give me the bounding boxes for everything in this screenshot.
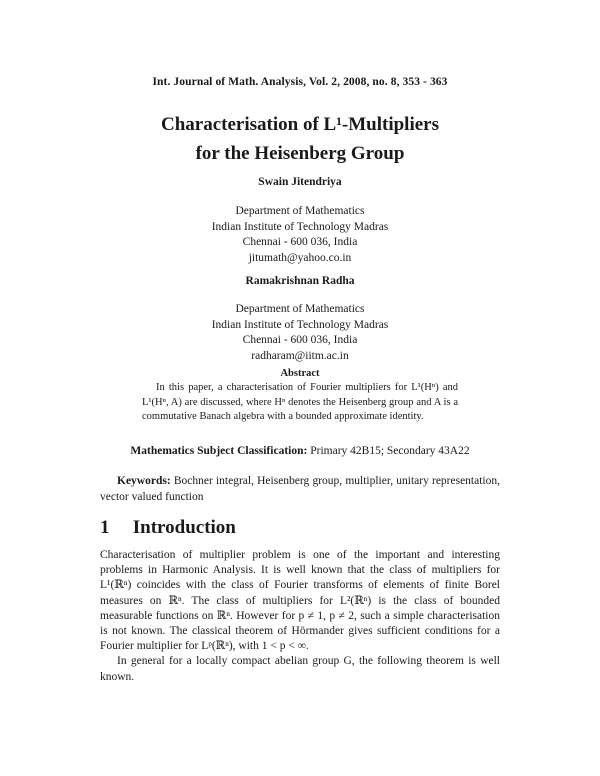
author-1-affiliation bbox=[0, 204, 600, 266]
author-2-city: Chennai - 600 036, India bbox=[242, 334, 358, 346]
section-title: Introduction bbox=[132, 517, 236, 538]
body-paragraph-2: In general for a locally compact abelian group G, the following theorem is well known. bbox=[100, 655, 500, 683]
author-name-2: Ramakrishnan Radha bbox=[245, 275, 355, 287]
author-2-department: Department of Mathematics bbox=[235, 303, 365, 315]
keywords-value: Bochner integral, Heisenberg group, multiplier, unitary representation, vector valued function bbox=[100, 475, 500, 503]
paper-title-line-2: for the Heisenberg Group bbox=[195, 143, 405, 164]
author-1-email: jitumath@yahoo.co.in bbox=[248, 251, 352, 264]
author-1-city: Chennai - 600 036, India bbox=[242, 236, 358, 248]
abstract-paragraph: In this paper, a characterisation of Fourier multipliers for L¹(Hⁿ) and L¹(Hⁿ, A) are discussed, where Hⁿ denotes the Heisenberg group and A is a commutative Banach algebra with a bounded approximate identity. bbox=[142, 382, 458, 422]
section-number: 1 bbox=[100, 517, 110, 538]
author-name-1: Swain Jitendriya bbox=[258, 176, 342, 188]
body-paragraph-1: Characterisation of multiplier problem is one of the important and interesting problems in Harmonic Analysis. It is well known that the class of multipliers for L¹(ℝⁿ) coincides with the class of Fourier transforms of elements of finite Borel measures on ℝⁿ. The class of multipliers for L²(ℝⁿ) is the class of bounded measurable functions on ℝⁿ. However for p ≠ 1, p ≠ 2, such a simple characterisation is not known. The classical theorem of Hörmander gives sufficient conditions for a Fourier multiplier for Lᵖ(ℝⁿ), with 1 < p < ∞. bbox=[100, 549, 500, 653]
abstract-text bbox=[142, 381, 458, 425]
paper-title-line-1: Characterisation of L¹-Multipliers bbox=[161, 114, 439, 135]
msc-label: Mathematics Subject Classification: bbox=[130, 445, 308, 457]
section-body bbox=[100, 548, 500, 685]
author-2-institute: Indian Institute of Technology Madras bbox=[211, 318, 389, 331]
section-heading bbox=[100, 517, 236, 539]
author-2-affiliation bbox=[0, 302, 600, 364]
keywords-block bbox=[100, 474, 500, 505]
journal-citation: Int. Journal of Math. Analysis, Vol. 2, 2008, no. 8, 353 - 363 bbox=[152, 76, 448, 88]
author-1-institute: Indian Institute of Technology Madras bbox=[211, 220, 389, 233]
keywords-label: Keywords: bbox=[117, 475, 171, 487]
author-2-email: radharam@iitm.ac.in bbox=[251, 349, 349, 362]
msc-value: Primary 42B15; Secondary 43A22 bbox=[310, 445, 470, 457]
abstract-heading: Abstract bbox=[280, 368, 320, 379]
author-1-department: Department of Mathematics bbox=[235, 205, 365, 217]
msc-line bbox=[0, 445, 600, 457]
